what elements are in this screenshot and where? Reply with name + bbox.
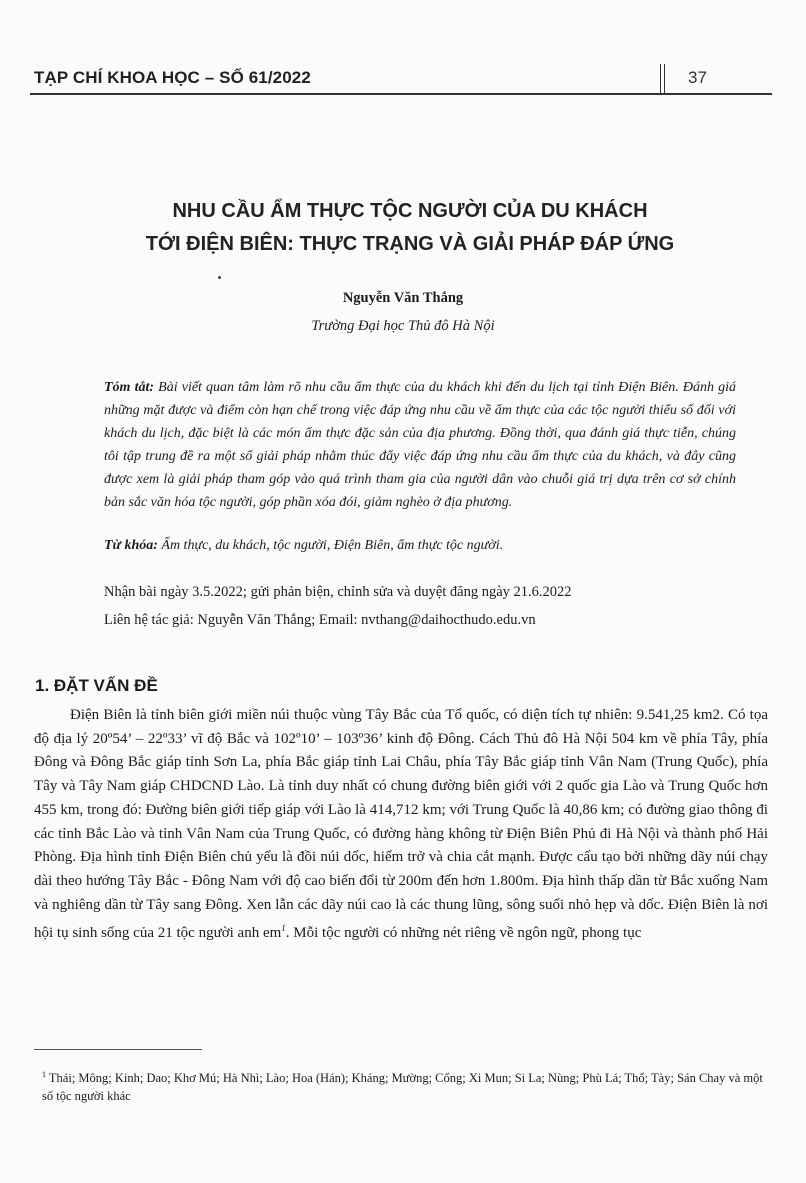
- section-heading: 1. ĐẶT VẤN ĐỀ: [35, 676, 158, 695]
- keywords: [104, 538, 736, 554]
- article-title-line-1: NHU CẦU ẨM THỰC TỘC NGƯỜI CỦA DU KHÁCH: [172, 200, 648, 222]
- footnote-marker: 1: [42, 1070, 46, 1079]
- body-paragraph: [34, 704, 768, 946]
- footnote-text: Thái; Mông; Kinh; Dao; Khơ Mú; Hà Nhì; Lào; Hoa (Hán); Kháng; Mường; Cống; Xi Mun; Si La; Nùng; Phù Lá; Thổ; Tày; Sán Chay và một số tộc người khác: [42, 1071, 763, 1104]
- footnote: [42, 1066, 768, 1105]
- author-affiliation: Trường Đại học Thủ đô Hà Nội: [311, 318, 495, 334]
- footnote-reference[interactable]: 1: [281, 923, 286, 934]
- received-dates: Nhận bài ngày 3.5.2022; gửi phản biện, chỉnh sửa và duyệt đăng ngày 21.6.2022: [104, 584, 572, 600]
- author-name: Nguyễn Văn Thắng: [342, 290, 464, 306]
- footnote-divider: [34, 1049, 202, 1050]
- header-divider: [660, 64, 665, 93]
- header-rule: [30, 93, 772, 95]
- abstract: [104, 376, 736, 514]
- abstract-label: Tóm tắt:: [104, 380, 155, 395]
- keywords-label: Từ khóa:: [104, 538, 158, 553]
- page-number: 37: [688, 68, 707, 87]
- abstract-text: Bài viết quan tâm làm rõ nhu cầu ẩm thực của du khách khi đến du lịch tại tỉnh Điện Biên. Đánh giá những mặt được và điểm còn hạn chế trong việc đáp ứng nhu cầu về ẩm thực của các tộc người thiểu số đối với khách du lịch, đặc biệt là các món ẩm thực đặc sản của địa phương. Đồng thời, qua đánh giá thực tiễn, chúng tôi tập trung đề ra một số giải pháp nhằm thúc đẩy việc đáp ứng nhu cầu ẩm thực của du khách, và đây cũng được xem là giải pháp tham góp vào quá trình tham gia của người dân vào chuỗi giá trị dựa trên cơ sở chính bản sắc văn hóa tộc người, góp phần xóa đói, giảm nghèo ở địa phương.: [104, 380, 737, 510]
- article-title-line-2: TỚI ĐIỆN BIÊN: THỰC TRẠNG VÀ GIẢI PHÁP ĐÁP ỨNG: [145, 233, 675, 255]
- speck: [218, 276, 221, 279]
- keywords-text: Ẩm thực, du khách, tộc người, Điện Biên, ẩm thực tộc người.: [161, 538, 504, 553]
- journal-header: TẠP CHÍ KHOA HỌC – SỐ 61/2022: [34, 68, 311, 87]
- paragraph-text-continued: . Mỗi tộc người có những nét riêng về ngôn ngữ, phong tục: [285, 925, 642, 942]
- author-contact: Liên hệ tác giả: Nguyễn Văn Thắng; Email: nvthang@daihocthudo.edu.vn: [104, 612, 536, 628]
- paragraph-text: Điện Biên là tỉnh biên giới miền núi thuộc vùng Tây Bắc của Tổ quốc, có diện tích tự nhiên: 9.541,25 km2. Có tọa độ địa lý 20º54’ – 22º33’ vĩ độ Bắc và 102º10’ – 103º36’ kinh độ Đông. Cách Thủ đô Hà Nội 504 km về phía Tây, phía Đông và Đông Bắc giáp tỉnh Sơn La, phía Bắc giáp tỉnh Lai Châu, phía Tây Bắc giáp tỉnh Vân Nam (Trung Quốc), phía Tây và Tây Nam giáp CHDCND Lào. Là tỉnh duy nhất có chung đường biên giới với 2 quốc gia Lào và Trung Quốc hơn 455 km, trong đó: Đường biên giới tiếp giáp với Lào là 414,712 km; với Trung Quốc là 40,86 km; có đường giao thông đi các tỉnh Bắc Lào và tỉnh Vân Nam của Trung Quốc, có đường hàng không từ Điện Biên Phủ đi Hà Nội và thành phố Hải Phòng. Địa hình tỉnh Điện Biên chủ yếu là đồi núi dốc, hiểm trở và chia cắt mạnh. Được cấu tạo bởi những dãy núi chạy dài theo hướng Tây Bắc - Đông Nam với độ cao biến đổi từ 200m đến hơn 1.800m. Địa hình thấp dần từ Bắc xuống Nam và nghiêng dần từ Tây sang Đông. Xen lẫn các dãy núi cao là các thung lũng, sông suối nhỏ hẹp và dốc. Điện Biên là nơi hội tụ sinh sống của 21 tộc người anh em: [34, 707, 768, 942]
